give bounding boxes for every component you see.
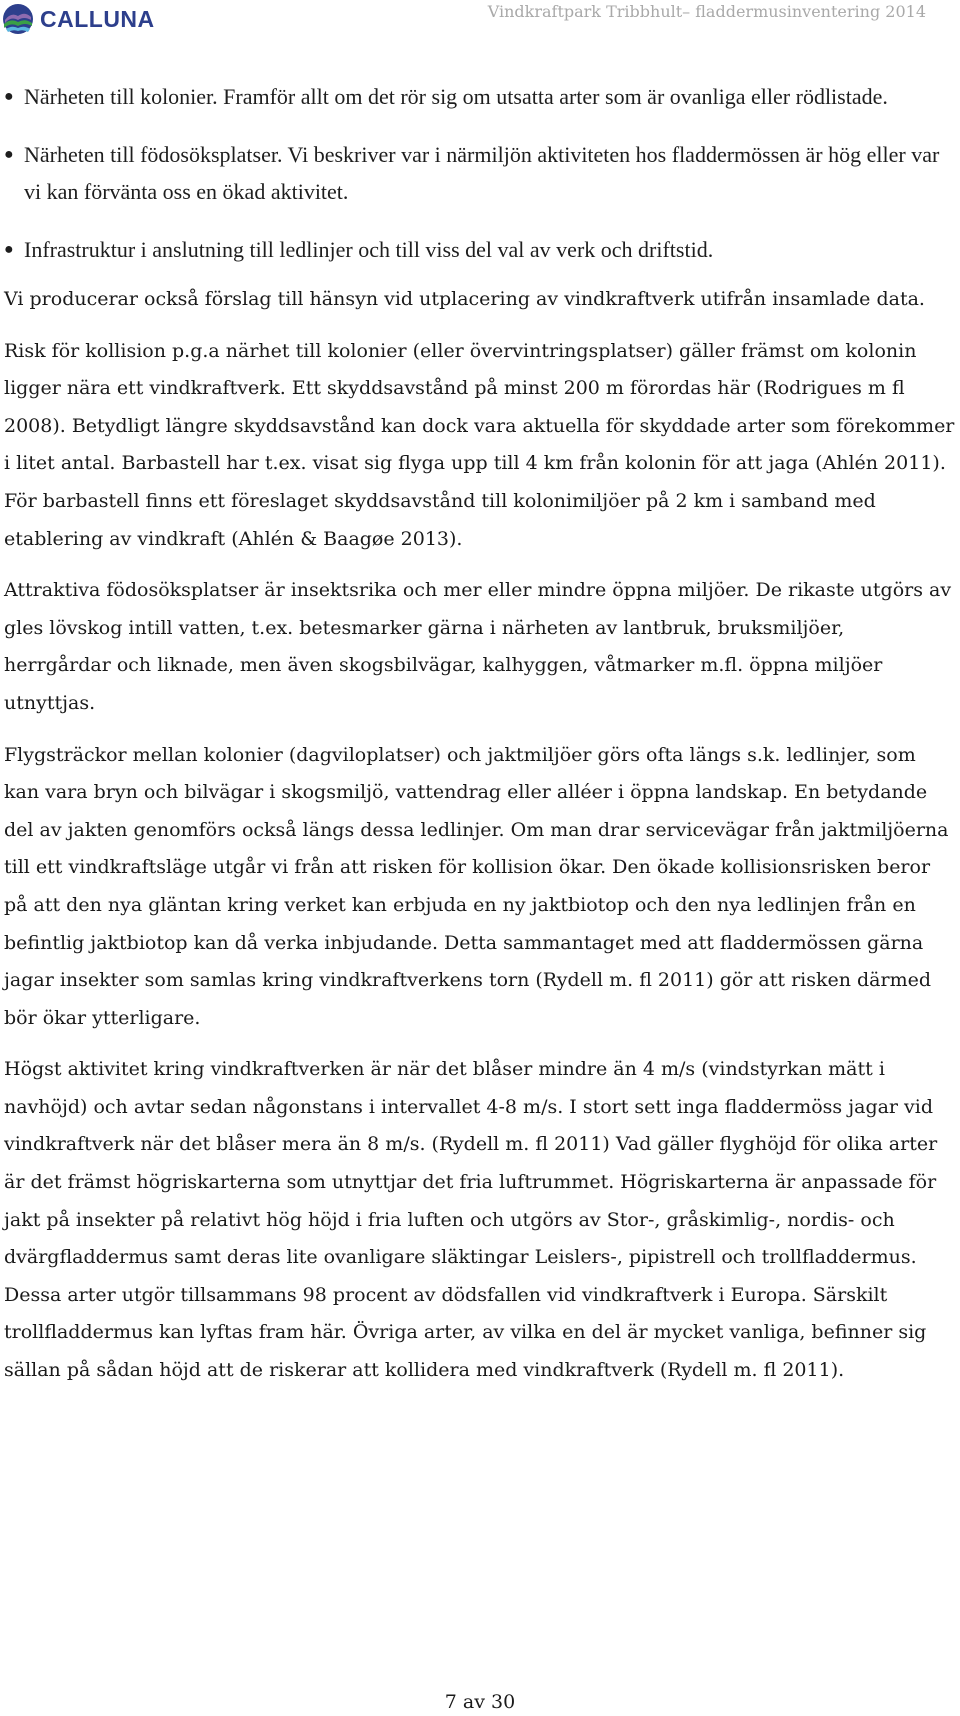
paragraph: Flygsträckor mellan kolonier (dagviloplatser) och jaktmiljöer görs ofta längs s.k. ledlinjer, som kan vara bryn och bilvägar i skogsmiljö, vattendrag eller alléer i öppna landskap. En betydande del av jakten genomförs också längs dessa ledlinjer. Om man drar servicevägar från jaktmiljöerna till ett vindkraftsläge utgår vi från att risken för kollision ökar. Den ökade kollisionsrisken beror på att den nya gläntan kring verket kan erbjuda en ny jaktbiotop och den nya ledlinjen från en befintlig jaktbiotop kan då verka inbjudande. Detta sammantaget med att fladdermössen gärna jagar insekter som samlas kring vindkraftverkens torn (Rydell m. fl 2011) gör att risken därmed bör ökar ytterligare.	[4, 743, 949, 1029]
page-header	[0, 0, 960, 46]
bullet-text: Närheten till födosöksplatser. Vi beskriver var i närmiljön aktiviteten hos fladdermössen är hög eller var vi kan förvänta oss en ökad aktivitet.	[24, 142, 940, 204]
bullet-item	[4, 78, 956, 115]
document-title: Vindkraftpark Tribbhult– fladdermusinventering 2014	[487, 2, 926, 21]
calluna-logo	[2, 2, 155, 36]
bullet-item	[4, 136, 956, 210]
bullet-item	[4, 231, 956, 268]
bullet-text: Närheten till kolonier. Framför allt om det rör sig om utsatta arter som är ovanliga eller rödlistade.	[24, 84, 888, 109]
paragraph: Attraktiva födosöksplatser är insektsrika och mer eller mindre öppna miljöer. De rikaste utgörs av gles lövskog intill vatten, t.ex. betesmarker gärna i närheten av lantbruk, bruksmiljöer, herrgårdar och liknade, men även skogsbilvägar, kalhyggen, våtmarker m.fl. öppna miljöer utnyttjas.	[4, 579, 952, 714]
calluna-logo-icon	[2, 3, 34, 35]
bullet-text: Infrastruktur i anslutning till ledlinjer och till viss del val av verk och driftstid.	[24, 237, 714, 262]
body-text	[4, 281, 956, 1390]
bullet-list	[4, 78, 956, 268]
paragraph: Vi producerar också förslag till hänsyn vid utplacering av vindkraftverk utifrån insamlade data.	[4, 288, 925, 310]
page-number: 7 av 30	[444, 1691, 516, 1713]
paragraph: Risk för kollision p.g.a närhet till kolonier (eller övervintringsplatser) gäller främst om kolonin ligger nära ett vindkraftverk. Ett skyddsavstånd på minst 200 m förordas här (Rodrigues m fl 2008). Betydligt längre skyddsavstånd kan dock vara aktuella för skyddade arter som förekommer i litet antal. Barbastell har t.ex. visat sig flyga upp till 4 km från kolonin för att jaga (Ahlén 2011). För barbastell finns ett föreslaget skyddsavstånd till kolonimiljöer på 2 km i samband med etablering av vindkraft (Ahlén & Baagøe 2013).	[4, 339, 955, 550]
bullet-dot-icon: ●	[4, 88, 14, 105]
paragraph: Högst aktivitet kring vindkraftverken är när det blåser mindre än 4 m/s (vindstyrkan mätt i navhöjd) och avtar sedan någonstans i intervallet 4-8 m/s. I stort sett inga fladdermöss jagar vid vindkraftverk när det blåser mera än 8 m/s. (Rydell m. fl 2011) Vad gäller flyghöjd för olika arter är det främst högriskarterna som utnyttjar det fria luftrummet. Högriskarterna är anpassade för jakt på insekter på relativt hög höjd i fria luften och utgörs av Stor-, gråskimlig-, nordis- och dvärgfladdermus samt deras lite ovanligare släktingar Leislers-, pipistrell och trollfladdermus. Dessa arter utgör tillsammans 98 procent av dödsfallen vid vindkraftverk i Europa. Särskilt trollfladdermus kan lyftas fram här. Övriga arter, av vilka en del är mycket vanliga, befinner sig sällan på sådan höjd att de riskerar att kollidera med vindkraftverk (Rydell m. fl 2011).	[4, 1058, 938, 1382]
bullet-dot-icon: ●	[4, 146, 14, 163]
logo-text: CALLUNA	[40, 6, 155, 32]
page-content	[4, 78, 956, 1404]
bullet-dot-icon: ●	[4, 241, 14, 258]
